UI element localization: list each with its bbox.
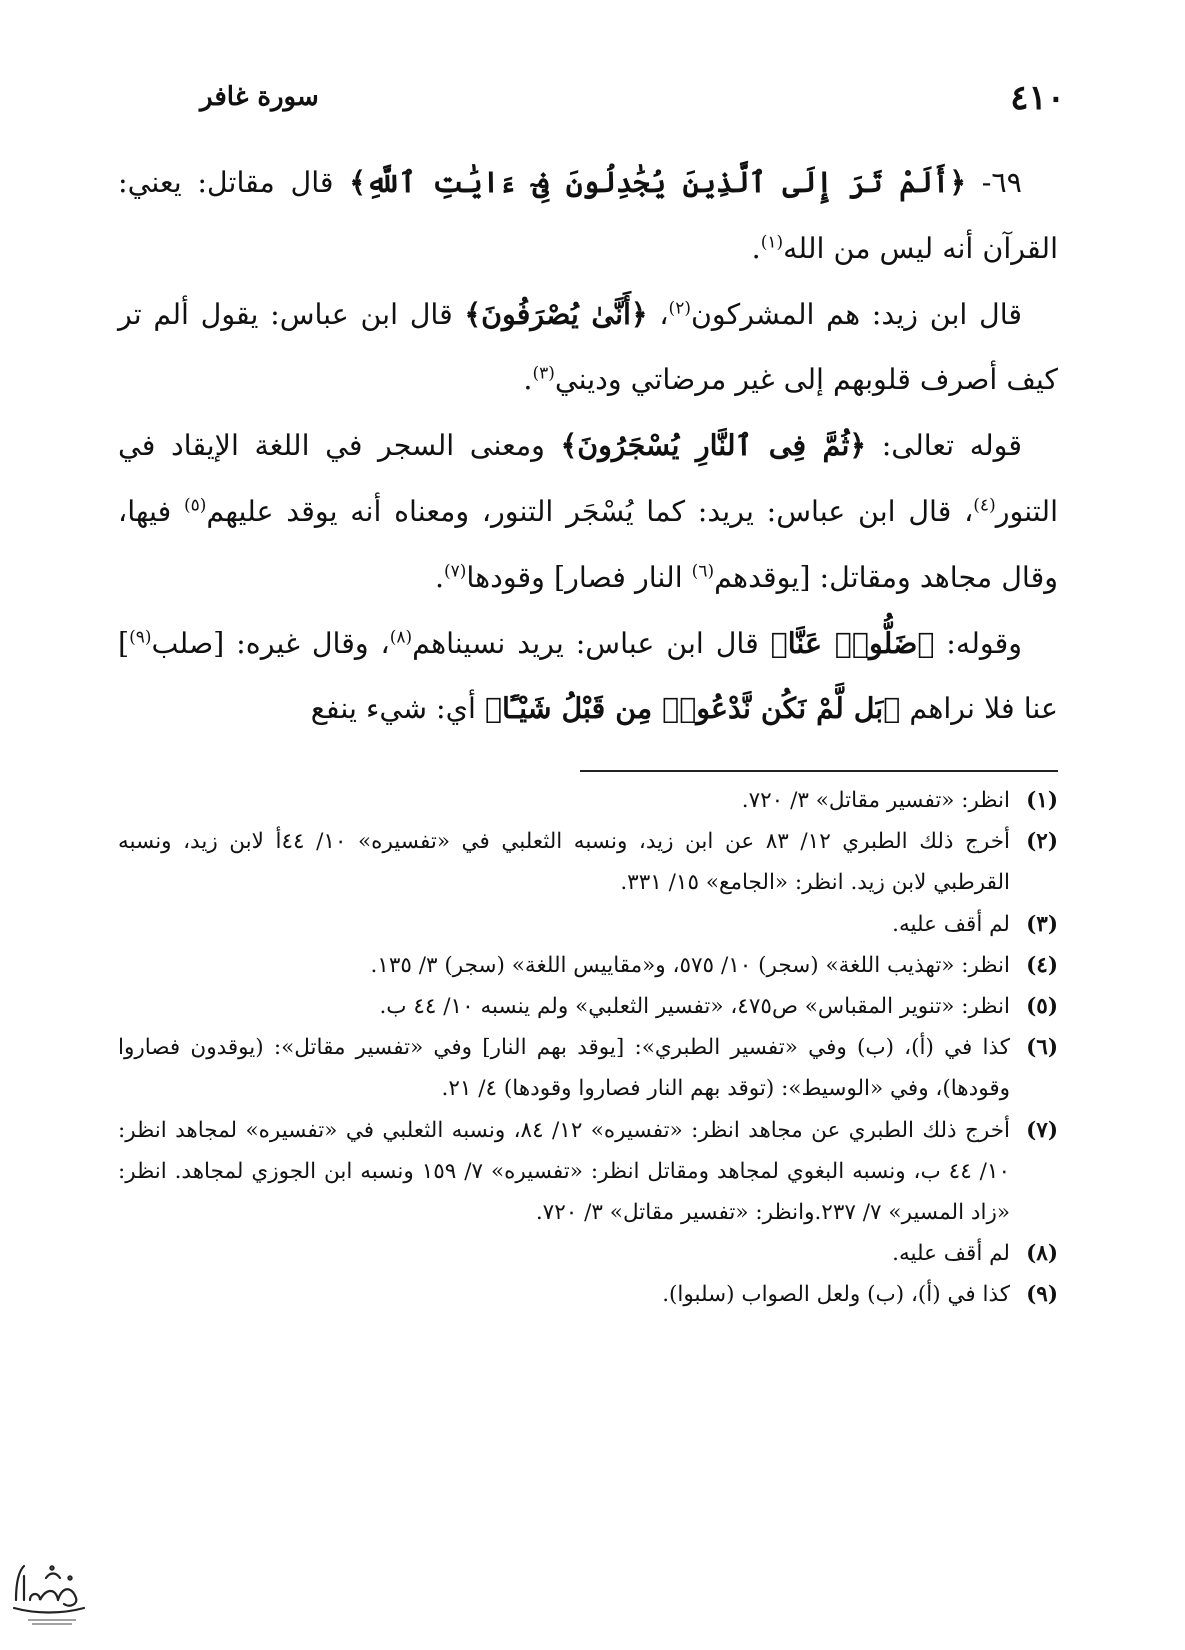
footnote-reference: (٦) [691,561,715,582]
text-segment: فيها، وقال مجاهد ومقاتل: [يوقدهم [118,494,1058,594]
footnote-number: (٧) [1026,1117,1058,1143]
footnote [118,986,1058,1027]
footnote-text: أخرج ذلك الطبري عن مجاهد انظر: «تفسيره» ١٢/ ٨٤، ونسبه الثعلبي في «تفسيره» لمجاهد انظر: ١٠/ ٤٤ ب، ونسبه البغوي لمجاهد ومقاتل انظر: «تفسيره» ٧/ ١٥٩ ونسبه ابن الجوزي لمجاهد. انظر: «زاد المسير» ٧/ ٢٣٧.وانظر: «تفسير مقاتل» ٣/ ٧٢٠. [118,1117,1011,1226]
publisher-logo-icon [6,1548,90,1632]
footnote-number: (٤) [1026,952,1058,978]
footnote [118,945,1058,986]
footnote-reference: (١) [760,232,784,253]
footnote [118,1233,1058,1274]
text-segment: قوله تعالى: [866,429,1023,463]
text-segment: . [523,363,533,397]
footnote-number: (٢) [1026,829,1058,855]
footnote-divider [580,770,1058,772]
footnote-reference: (٤) [973,495,996,516]
paragraph [118,611,1058,743]
footnote [118,821,1058,903]
footnote-text: كذا في (أ)، (ب) ولعل الصواب (سلبوا). [662,1282,1010,1308]
text-segment: ، وقال غيره: [صلب [151,626,390,660]
footnote-number: (٥) [1026,994,1058,1020]
footnote-number: (٣) [1026,911,1058,937]
footnote-text: انظر: «تهذيب اللغة» (سجر) ١٠/ ٥٧٥، و«مقاييس اللغة» (سجر) ٣/ ١٣٥. [370,952,1010,978]
footnote-text: لم أقف عليه. [892,1241,1010,1267]
text-segment: ، قال ابن عباس: يريد: كما يُسْجَر التنور، ومعناه أنه يوقد عليهم [206,494,974,528]
page-header [200,78,1065,128]
footnote-number: (٦) [1026,1035,1058,1061]
footnote [118,904,1058,945]
paragraph [118,282,1058,414]
paragraph [118,150,1058,282]
text-segment: ٦٩- [966,166,1022,199]
quran-verse: ﴿أَلَمْ تَرَ إِلَى ٱلَّذِينَ يُجَٰدِلُونَ فِىٓ ءَايَٰتِ ٱللَّهِ﴾ [349,165,967,199]
footnote-number: (١) [1026,788,1058,813]
paragraph [118,413,1058,610]
footnote-reference: (٣) [532,363,555,384]
footnote [118,780,1058,821]
footnote-text: انظر: «تفسير مقاتل» ٣/ ٧٢٠. [741,788,1010,813]
footnote-number: (٩) [1026,1282,1058,1308]
footnote-text: كذا في (أ)، (ب) وفي «تفسير الطبري»: [يوقد بهم النار] وفي «تفسير مقاتل»: (يوقدون فصاروا وقودها)، وفي «الوسيط»: (توقد بهم النار فصاروا وقودها) ٤/ ٢١. [118,1035,1010,1102]
footnote-text: لم أقف عليه. [892,911,1010,937]
text-segment: قال ابن زيد: هم المشركون [690,297,1023,331]
footnote-text: أخرج ذلك الطبري ١٢/ ٨٣ عن ابن زيد، ونسبه الثعلبي في «تفسيره» ١٠/ ٤٤أ لابن زيد، ونسبه القرطبي لابن زيد. انظر: «الجامع» ١٥/ ٣٣١. [118,829,1011,896]
page-number: ٤١٠ [1010,78,1065,118]
footnote-reference: (٧) [444,561,467,582]
text-segment: ] عنا فلا نراهم [118,626,1058,726]
quran-verse: ﴿بَل لَّمْ نَكُن نَّدْعُوا۟ مِن قَبْلُ شَيْـًٔا﴾ [484,691,901,726]
text-segment: ومعنى السجر في اللغة الإيقاد في التنور [118,429,1058,528]
main-text [118,150,1058,742]
text-segment: أي: شيء ينفع [310,692,485,726]
text-segment: . [751,231,761,265]
footnote-reference: (٩) [129,627,152,648]
footnote [118,1274,1058,1315]
footnote-reference: (٥) [183,495,207,516]
footnotes [118,780,1058,1316]
footnote-number: (٨) [1026,1241,1058,1267]
footnote [118,1027,1058,1109]
footnote-text: انظر: «تنوير المقباس» ص٤٧٥، «تفسير الثعلبي» ولم ينسبه ١٠/ ٤٤ ب. [379,994,1010,1020]
text-segment: قال ابن عباس: يقول ألم تر كيف أصرف قلوبهم إلى غير مرضاتي وديني [118,297,1058,397]
footnote-reference: (٨) [389,627,413,648]
text-segment: قال مقاتل: يعني: القرآن أنه ليس من الله [118,166,1058,265]
footnote-reference: (٢) [668,298,691,319]
text-segment: . [434,560,444,594]
quran-verse: ﴿ضَلُّوا۟ عَنَّا﴾ [770,625,935,660]
footnote [118,1110,1058,1234]
quran-verse: ﴿أَنَّىٰ يُصْرَفُونَ﴾ [464,296,648,331]
text-segment: ، [647,297,669,331]
text-segment: وقوله: [934,626,1022,660]
quran-verse: ﴿ثُمَّ فِى ٱلنَّارِ يُسْجَرُونَ﴾ [560,428,867,463]
text-segment: النار فصار] وقودها [466,560,692,594]
text-segment: قال ابن عباس: يريد نسيناهم [412,626,771,660]
surah-title: سورة غافر [200,82,319,112]
